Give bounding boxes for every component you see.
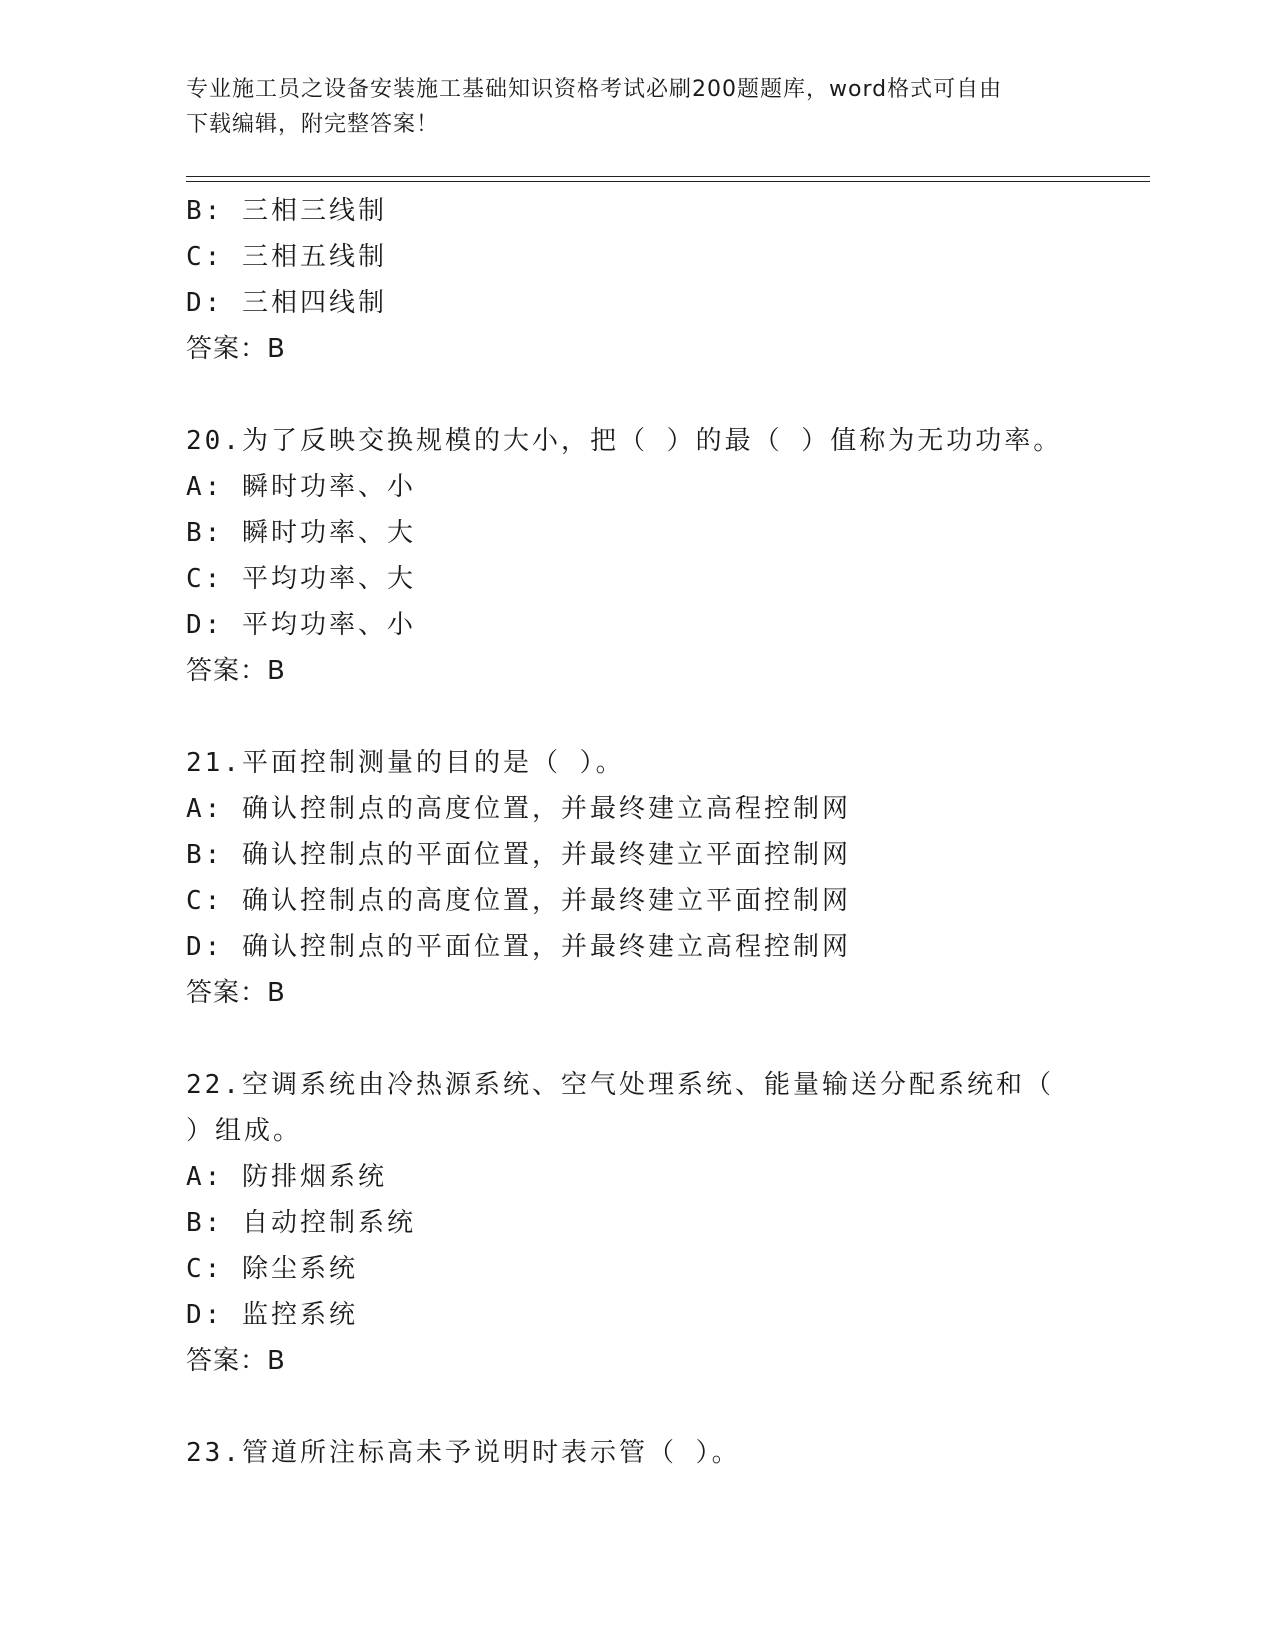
answer-line: 答案：B [186, 978, 286, 1008]
option-a: A: 防排烟系统 [186, 1162, 387, 1192]
header-line-2: 下载编辑，附完整答案！ [186, 112, 440, 137]
option-c: C: 平均功率、大 [186, 564, 416, 594]
option-c: C: 三相五线制 [186, 242, 387, 272]
option-b: B: 三相三线制 [186, 196, 387, 226]
question-21 [186, 740, 1150, 1016]
option-d: D: 平均功率、小 [186, 610, 416, 640]
header-line-1: 专业施工员之设备安装施工基础知识资格考试必刷200题题库，word格式可自由 [186, 77, 1003, 102]
answer-line: 答案：B [186, 656, 286, 686]
option-c: C: 确认控制点的高度位置，并最终建立平面控制网 [186, 886, 851, 916]
option-b: B: 确认控制点的平面位置，并最终建立平面控制网 [186, 840, 851, 870]
option-a: A: 瞬时功率、小 [186, 472, 416, 502]
answer-line: 答案：B [186, 1346, 286, 1376]
document-body [186, 188, 1150, 1476]
option-a: A: 确认控制点的高度位置，并最终建立高程控制网 [186, 794, 851, 824]
question-19-tail [186, 188, 1150, 372]
answer-line: 答案：B [186, 334, 286, 364]
question-text: 23.管道所注标高未予说明时表示管（ ）。 [186, 1438, 741, 1468]
option-d: D: 监控系统 [186, 1300, 358, 1330]
option-b: B: 自动控制系统 [186, 1208, 416, 1238]
option-d: D: 三相四线制 [186, 288, 387, 318]
question-text-line-1: 22.空调系统由冷热源系统、空气处理系统、能量输送分配系统和（ [186, 1070, 1054, 1100]
question-20 [186, 418, 1150, 694]
document-header [186, 72, 1086, 142]
question-text-line-2: ）组成。 [186, 1116, 303, 1146]
question-23 [186, 1430, 1150, 1476]
question-text: 20.为了反映交换规模的大小，把（ ）的最（ ）值称为无功功率。 [186, 426, 1063, 456]
question-text: 21.平面控制测量的目的是（ ）。 [186, 748, 625, 778]
header-rule-bottom [186, 181, 1150, 182]
question-22 [186, 1062, 1150, 1384]
header-rule-top [186, 176, 1150, 177]
option-b: B: 瞬时功率、大 [186, 518, 416, 548]
option-c: C: 除尘系统 [186, 1254, 358, 1284]
option-d: D: 确认控制点的平面位置，并最终建立高程控制网 [186, 932, 851, 962]
